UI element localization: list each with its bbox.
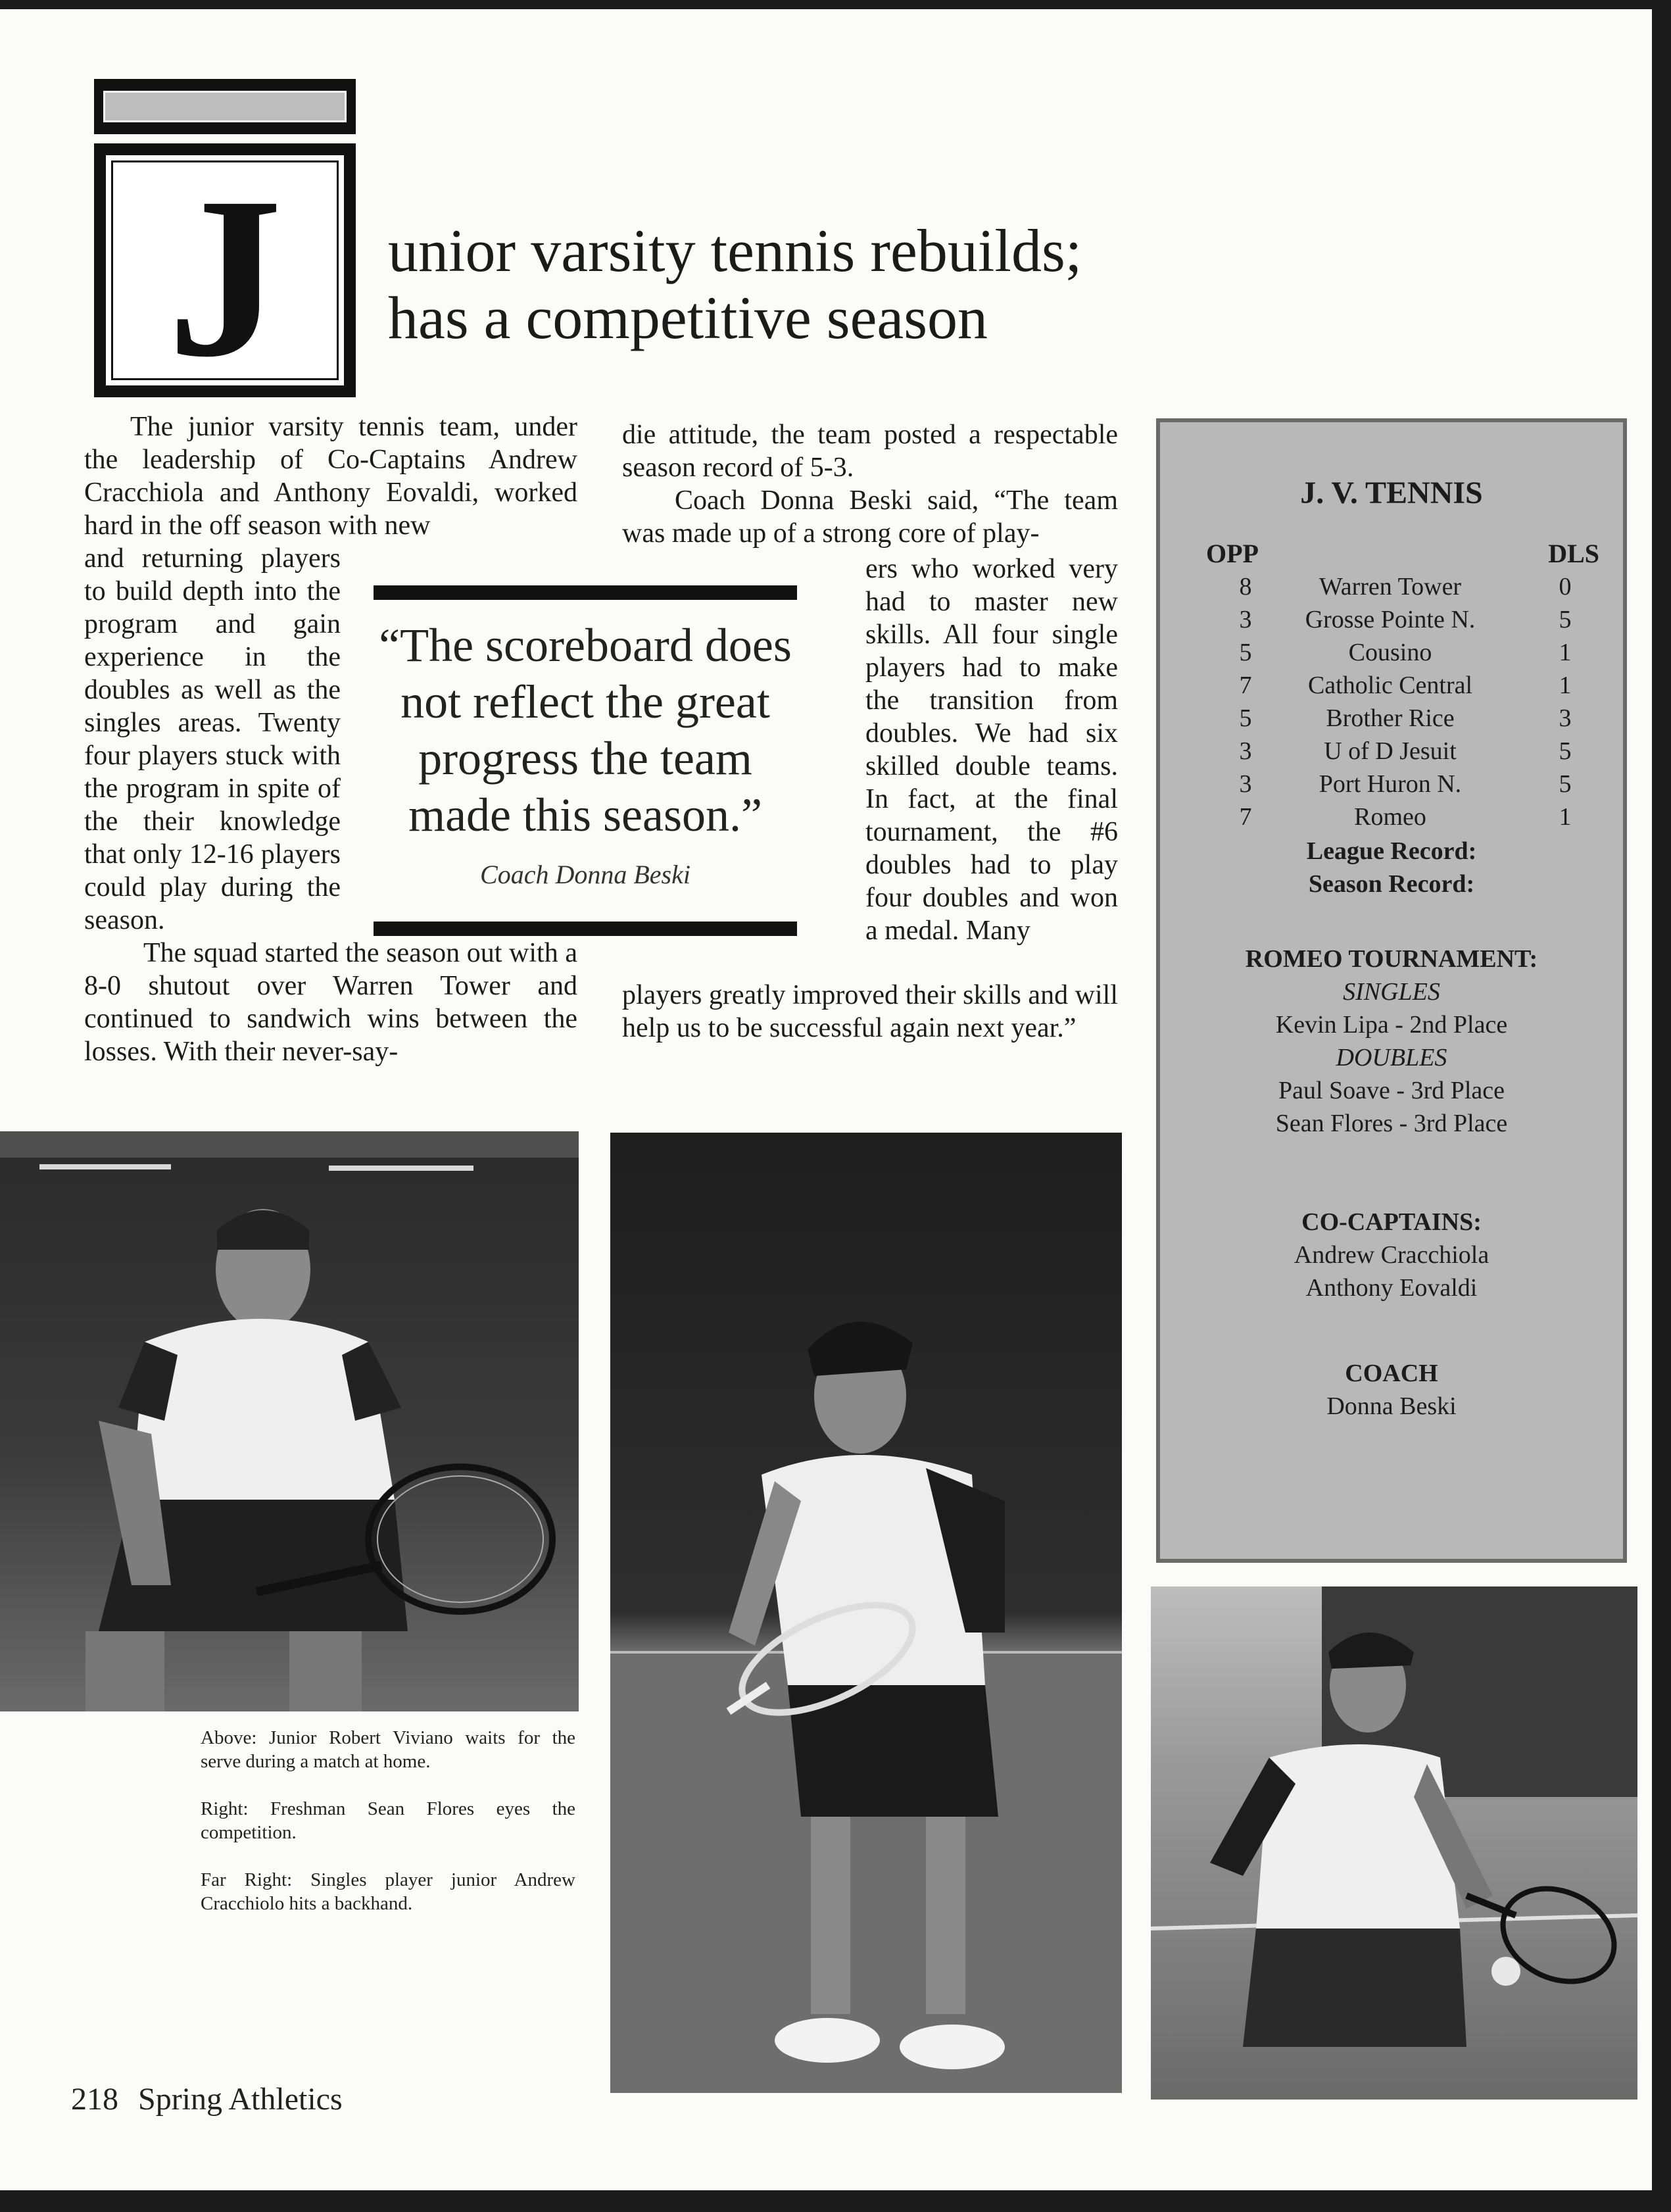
body-column-2-top: die attitude, the team posted a respectable season record of 5-3. [622,420,1118,483]
player-backhand-illustration [1151,1586,1637,2100]
score-opponent: Cousino [1348,639,1432,666]
body-column-2-narrow [865,553,1118,947]
score-opp: 3 [1239,606,1252,633]
photo-captions [201,1726,575,1939]
score-row [1160,704,1623,737]
score-opp: 5 [1239,704,1252,732]
drop-cap-box [94,143,356,405]
score-opponent: U of D Jesuit [1324,737,1457,765]
singles-result: Kevin Lipa - 2nd Place [1275,1011,1508,1039]
score-row [1160,638,1623,671]
score-dls: 5 [1559,770,1572,798]
score-opp: 7 [1239,803,1252,831]
score-dls: 1 [1559,639,1572,666]
doubles-label: DOUBLES [1336,1044,1447,1071]
score-opp: 7 [1239,672,1252,699]
score-opponent: Romeo [1354,803,1426,831]
yearbook-page [0,9,1652,2190]
score-row [1160,671,1623,704]
score-dls: 0 [1559,573,1572,601]
season-record-label: Season Record: [1308,870,1475,898]
drop-cap-letter: J [167,149,283,405]
score-opp: 5 [1239,639,1252,666]
body-column-2-end [622,979,1118,1045]
drop-cap-top-bar [94,79,356,134]
league-record-label: League Record: [1306,837,1477,865]
headline [388,217,1082,351]
caption-far-right: Far Right: Singles player junior Andrew Cracchiolo hits a backhand. [201,1869,575,1914]
coach-title: COACH [1345,1360,1438,1387]
cocaptains-title: CO-CAPTAINS: [1301,1208,1482,1236]
body-column-2 [622,418,1118,550]
score-row [1160,737,1623,770]
pull-quote-text: “The scoreboard does not reflect the great progress the team made this season.” [379,619,792,841]
player-waiting-illustration [0,1131,579,1711]
score-opponent: Catholic Central [1307,672,1473,699]
player-ready-illustration [610,1133,1122,2093]
score-dls: 5 [1559,737,1572,765]
body-column-2-quote-end: players greatly improved their skills and will help us to be successful again next year.” [622,980,1118,1043]
coach-name: Donna Beski [1326,1392,1457,1420]
pull-quote-attribution: Coach Donna Beski [480,860,690,889]
doubles-result: Paul Soave - 3rd Place [1278,1077,1505,1104]
section-name: Spring Athletics [138,2082,343,2117]
score-dls: 5 [1559,606,1572,633]
score-opp: 3 [1239,770,1252,798]
body-paragraph-2: The squad started the season out with a 8-0 shutout over Warren Tower and continued to sandwich wins between the losses. With their never-say- [84,938,577,1067]
score-opp: 3 [1239,737,1252,765]
opp-column-header: OPP [1206,539,1259,568]
body-paragraph-1-wide: The junior varsity tennis team, under the leadership of Co-Captains Andrew Cracchiola and Anthony Eovaldi, worked hard in the off season with new [84,412,577,541]
page-footer [71,2081,343,2117]
cocaptain-name: Anthony Eovaldi [1305,1274,1478,1302]
cocaptain-name: Andrew Cracchiola [1294,1241,1489,1269]
score-row [1160,770,1623,802]
photo-andrew-cracchiolo [1151,1586,1637,2100]
doubles-result: Sean Flores - 3rd Place [1275,1110,1508,1137]
score-dls: 3 [1559,704,1572,732]
body-column-2-quote-start: Coach Donna Beski said, “The team was made up of a strong core of play- [622,485,1118,549]
pull-quote-rule-top [374,585,797,600]
pull-quote-rule-bottom [374,922,797,936]
score-row [1160,802,1623,835]
photo-robert-viviano [0,1131,579,1711]
body-paragraph-1-narrow: and returning players to build depth into the program and gain experience in the doubles as well as the singles areas. Twenty four players stuck with the program in spite of the their knowledge that only 12-16 players could play during the season. [84,543,341,935]
score-dls: 1 [1559,803,1572,831]
page-number: 218 [71,2082,118,2117]
score-row [1160,572,1623,605]
score-dls: 1 [1559,672,1572,699]
body-column-2-quote-narrow: ers who worked very had to master new skills. All four single players had to make the transition from doubles. We had six skilled double teams. In fact, at the final tournament, the #6 doubles had to play four doubles and won a medal. Many [865,554,1118,946]
headline-line-1: unior varsity tennis rebuilds; [388,217,1082,284]
score-opponent: Port Huron N. [1319,770,1462,798]
photo-sean-flores [610,1133,1122,2093]
tournament-title: ROMEO TOURNAMENT: [1245,945,1538,973]
caption-right: Right: Freshman Sean Flores eyes the competition. [201,1798,575,1843]
score-opponent: Warren Tower [1319,573,1462,601]
dls-column-header: DLS [1548,539,1599,568]
score-opp: 8 [1239,573,1252,601]
headline-line-2: has a competitive season [388,284,988,351]
jv-tennis-sidebar [1156,418,1627,1563]
score-row [1160,605,1623,638]
sidebar-title: J. V. TENNIS [1300,476,1483,510]
score-opponent: Brother Rice [1326,704,1455,732]
caption-above: Above: Junior Robert Viviano waits for the serve during a match at home. [201,1727,575,1772]
score-opponent: Grosse Pointe N. [1305,606,1476,633]
singles-label: SINGLES [1343,978,1440,1006]
